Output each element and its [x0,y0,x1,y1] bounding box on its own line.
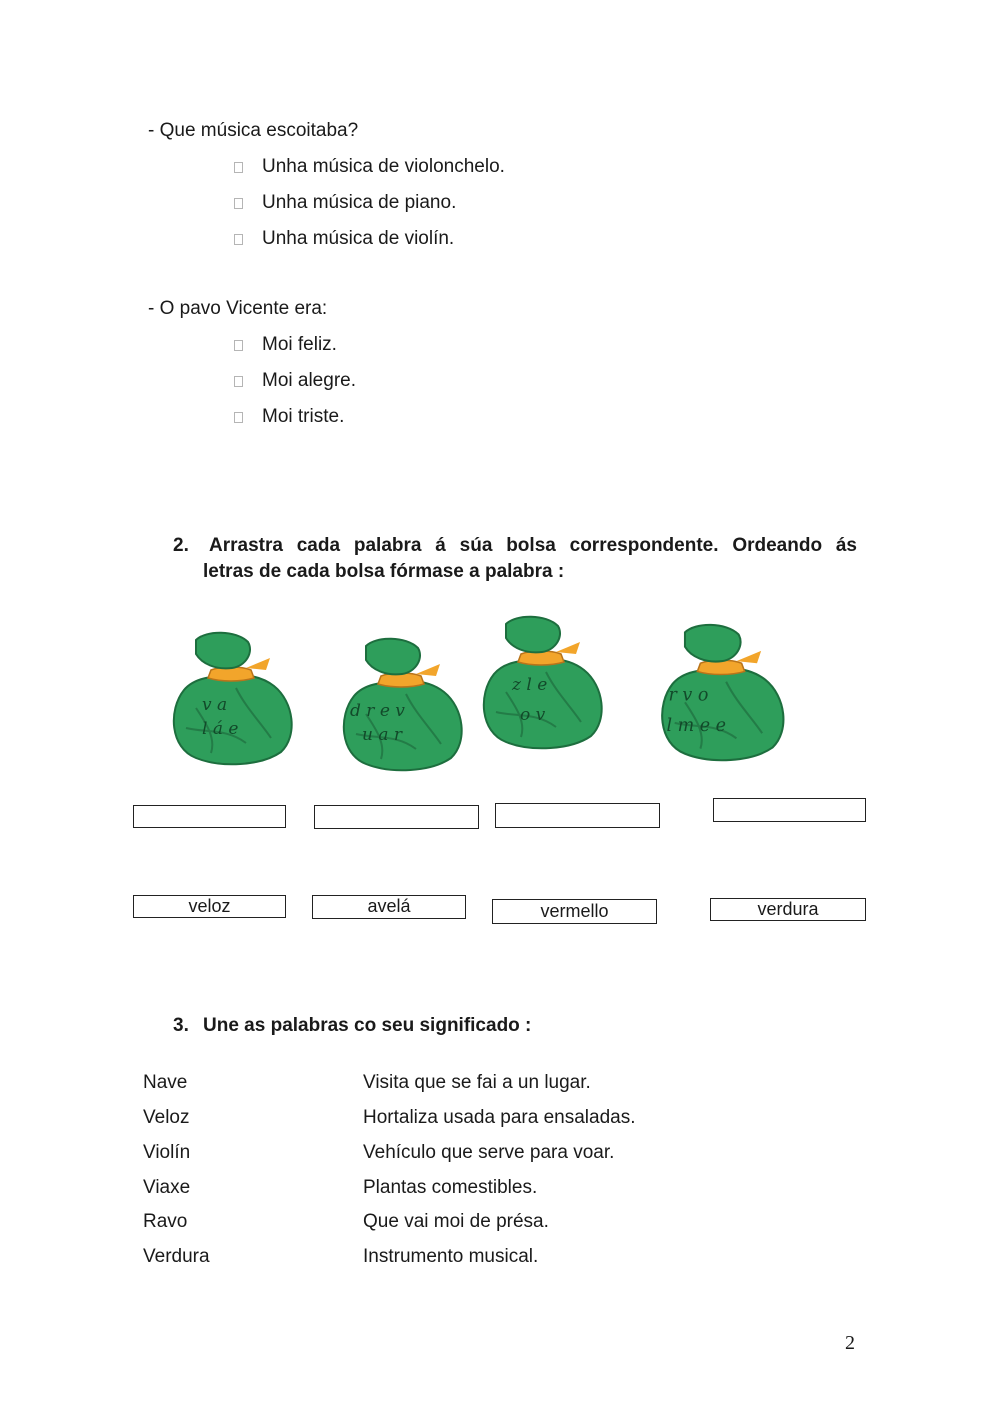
option-label: Moi triste. [262,406,345,427]
match-meaning-6[interactable]: Instrumento musical. [363,1246,539,1267]
drop-target-1[interactable] [133,805,286,828]
option-violonchelo[interactable] [234,156,505,178]
match-word-5[interactable]: Ravo [143,1211,188,1232]
bag-letters-row2: l m e e [666,716,727,737]
question-pavo: - O pavo Vicente era: [148,298,328,319]
option-label: Unha música de violonchelo. [262,156,505,177]
checkbox[interactable] [234,198,243,209]
page-number: 2 [845,1332,855,1354]
bag-letters-row1: r v o [668,685,709,706]
match-meaning-5[interactable]: Que vai moi de présa. [363,1211,549,1232]
bag-letters-row1: v a [202,695,228,715]
match-word-4[interactable]: Viaxe [143,1177,191,1198]
checkbox[interactable] [234,376,243,387]
checkbox[interactable] [234,162,243,173]
word-tile-veloz[interactable]: veloz [133,895,286,918]
option-violin[interactable] [234,228,454,250]
exercise3-title: Une as palabras co seu significado : [203,1015,532,1036]
drop-target-2[interactable] [314,805,479,829]
letter-bag-2 [336,634,466,772]
drop-target-3[interactable] [495,803,660,828]
word-tile-vermello[interactable]: vermello [492,899,657,924]
bag-letters-row2: l á e [202,719,239,739]
checkbox[interactable] [234,412,243,423]
match-meaning-2[interactable]: Hortaliza usada para ensaladas. [363,1107,636,1128]
option-alegre[interactable] [234,370,356,392]
match-meaning-1[interactable]: Visita que se fai a un lugar. [363,1072,591,1093]
option-triste[interactable] [234,406,344,428]
drop-target-4[interactable] [713,798,866,822]
option-label: Moi feliz. [262,334,337,355]
bag-letters-row2: u a r [362,725,403,745]
option-label: Unha música de piano. [262,192,457,213]
match-word-6[interactable]: Verdura [143,1246,210,1267]
bag-letters-row2: o v [520,705,546,725]
question-music: - Que música escoitaba? [148,120,359,141]
word-tile-verdura[interactable]: verdura [710,898,866,921]
letter-bag-1 [166,628,296,766]
match-word-3[interactable]: Violín [143,1142,191,1163]
match-meaning-4[interactable]: Plantas comestibles. [363,1177,538,1198]
word-tile-avela[interactable]: avelá [312,895,466,919]
match-meaning-3[interactable]: Vehículo que serve para voar. [363,1142,615,1163]
option-piano[interactable] [234,192,456,214]
bag-letters-row1: d r e v [350,701,405,721]
letter-bag-3 [476,612,606,750]
match-word-2[interactable]: Veloz [143,1107,190,1128]
exercise2-number: 2. [173,535,189,556]
exercise2-instruction-line1: Arrastra cada palabra á súa bolsa correspondente. Ordeando ás [209,535,857,556]
option-feliz[interactable] [234,334,337,356]
bag-letters-row1: z l e [512,675,548,695]
checkbox[interactable] [234,234,243,245]
checkbox[interactable] [234,340,243,351]
exercise3-number: 3. [173,1015,189,1036]
match-word-1[interactable]: Nave [143,1072,188,1093]
letter-bag-4 [654,620,788,762]
exercise2-instruction-line2: letras de cada bolsa fórmase a palabra : [203,561,565,582]
option-label: Moi alegre. [262,370,356,391]
option-label: Unha música de violín. [262,228,455,249]
